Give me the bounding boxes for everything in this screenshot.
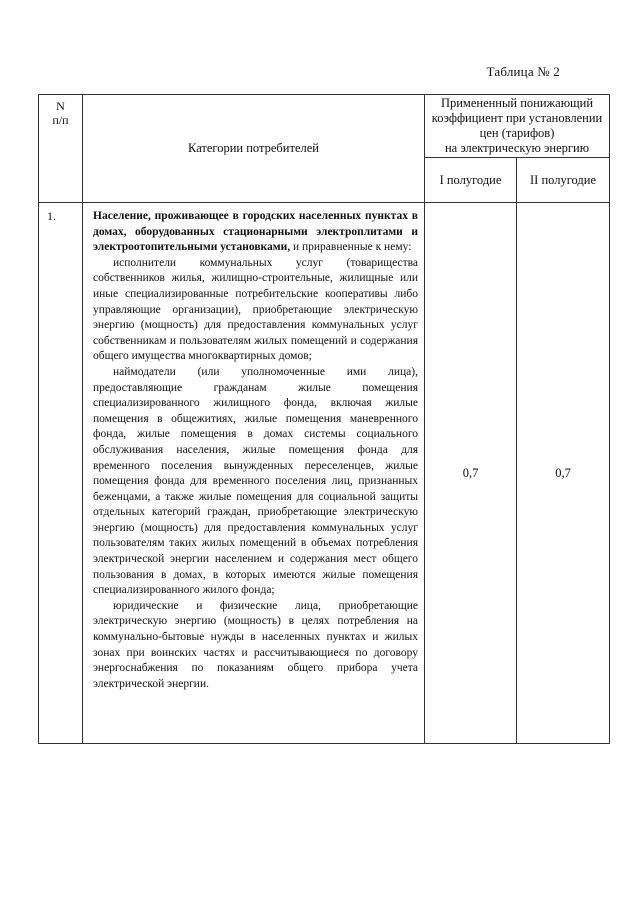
header-period-1: I полугодие: [425, 158, 517, 203]
header-period-2: II полугодие: [517, 158, 610, 203]
table-caption: Таблица № 2: [486, 64, 560, 79]
table-row: [39, 203, 610, 744]
header-number: [39, 95, 83, 203]
row-number: 1.: [39, 203, 83, 744]
header-coefficient-label: Примененный понижающий коэффициент при установлении цен (тарифов) на электрическую энергию: [431, 96, 603, 155]
category-lead-text: и приравненные к нему:: [290, 241, 412, 254]
category-paragraph-2: наймодатели (или уполномоченные ими лица), предоставляющие гражданам жилые помещения специализированного жилищного фонда, включая жилые помещения в общежитиях, жилые помещения маневренного фонда, жилые помещения в домах системы социального обслуживания населения, жилые помещения фонда для временного поселения вынужденных переселенцев, жилые помещения фонда для временного поселения лиц, признанных беженцами, а также жилые помещения для социальной защиты отдельных категорий граждан, приобретающие электрическую энергию (мощность) для предоставления коммунальных услуг пользователям таких жилых помещений в объемах потребления электрической энергии населением и содержания мест общего пользования в домах, в которых имеются жилые помещения специализированного жилого фонда;: [93, 365, 418, 597]
tariff-coefficient-table: [38, 94, 610, 744]
row-category: [83, 203, 425, 744]
header-coefficient: [425, 95, 610, 158]
value-period-2: 0,7: [517, 203, 610, 744]
value-period-1: 0,7: [425, 203, 517, 744]
category-bold-text: Население, проживающее в городских населенных пунктах в домах, оборудованных стационарными электроплитами и электроотопительными установками,: [93, 210, 418, 254]
header-number-label: N п/п: [52, 99, 69, 127]
header-category: Категории потребителей: [83, 95, 425, 203]
category-paragraph-1: исполнители коммунальных услуг (товарищества собственников жилья, жилищно-строительные, жилищные или иные специализированные потребительские кооперативы либо управляющие организации), приобретающие электрическую энергию (мощность) для предоставления коммунальных услуг собственникам и пользователям жилых помещений и содержания общего имущества многоквартирных домов;: [93, 256, 418, 363]
category-intro: [93, 209, 418, 256]
category-paragraph-3: юридические и физические лица, приобретающие электрическую энергию (мощность) в целях потребления на коммунально-бытовые нужды в населенных пунктах и жилых зонах при воинских частях и рассчитывающиеся по договору энергоснабжения по показаниям общего прибора учета электрической энергии.: [93, 599, 418, 690]
